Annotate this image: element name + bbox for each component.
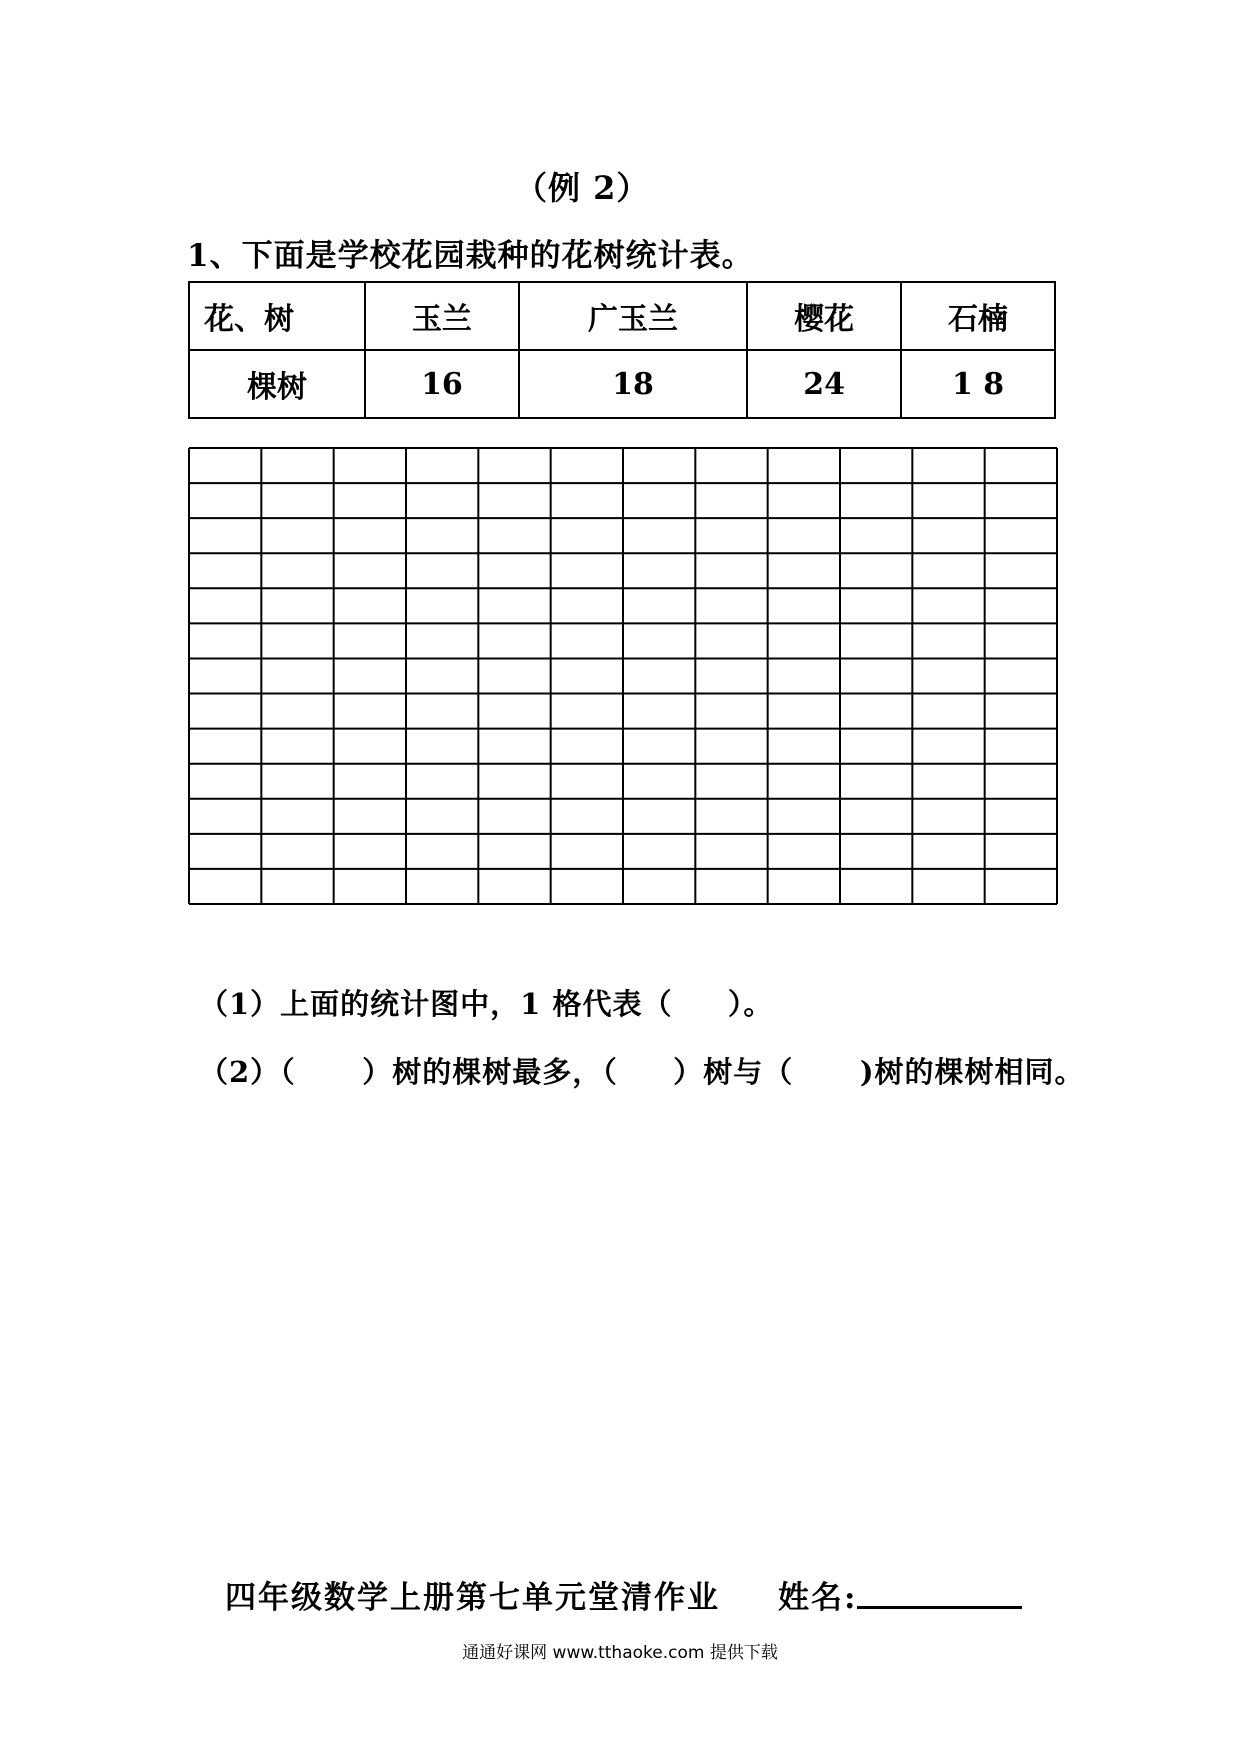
name-blank-line[interactable] bbox=[857, 1606, 1022, 1609]
value-cell: 24 bbox=[747, 350, 901, 418]
table-row-header bbox=[189, 282, 1055, 350]
header-label-cell: 花、树 bbox=[189, 282, 365, 350]
value-cell: 16 bbox=[365, 350, 519, 418]
column-name-cell: 石楠 bbox=[901, 282, 1055, 350]
row-label-cell: 棵树 bbox=[189, 350, 365, 418]
statistics-table bbox=[188, 281, 1056, 419]
question-1-text: 1、下面是学校花园栽种的花树统计表。 bbox=[187, 238, 754, 274]
column-name-cell: 广玉兰 bbox=[519, 282, 747, 350]
site-credit: 通通好课网 www.tthaoke.com 提供下载 bbox=[462, 1643, 778, 1663]
value-cell: 18 bbox=[519, 350, 747, 418]
name-label: 姓名: bbox=[778, 1580, 858, 1616]
sub-question-1: （1）上面的统计图中，1 格代表（ ）。 bbox=[199, 987, 774, 1021]
table-row-values bbox=[189, 350, 1055, 418]
worksheet-title: 四年级数学上册第七单元堂清作业 bbox=[225, 1580, 720, 1616]
column-name-cell: 玉兰 bbox=[365, 282, 519, 350]
value-cell: 1 8 bbox=[901, 350, 1055, 418]
blank-graph-grid bbox=[188, 447, 1058, 905]
sub-question-2: （2）（ ）树的棵树最多，（ ）树与（ )树的棵树相同。 bbox=[199, 1055, 1085, 1089]
example-label: （例 2） bbox=[515, 169, 650, 207]
column-name-cell: 樱花 bbox=[747, 282, 901, 350]
